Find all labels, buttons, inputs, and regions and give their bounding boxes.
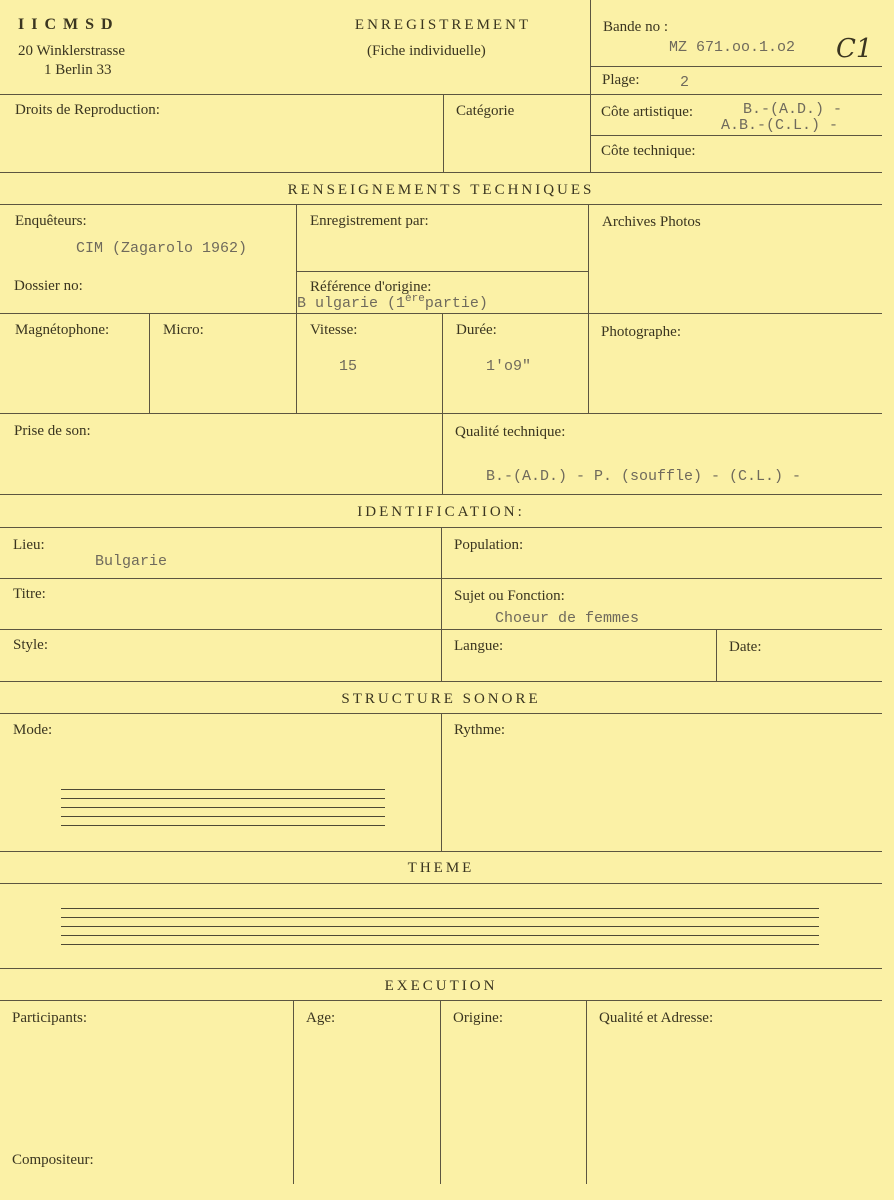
rule [586,1000,587,1184]
form-title: ENREGISTREMENT [354,17,532,33]
categorie-label: Catégorie [456,103,515,119]
staff-line [61,944,819,945]
droits-label: Droits de Reproduction: [15,102,160,118]
compositeur-label: Compositeur: [12,1152,94,1168]
rule [0,968,882,969]
origine-label: Origine: [453,1010,503,1026]
rule [149,313,150,413]
enqueteurs-label: Enquêteurs: [15,213,87,229]
dossier-label: Dossier no: [14,278,83,294]
section-heading-execution: EXECUTION [384,978,498,994]
rule [0,851,882,852]
reference-value: B ulgarie (1èrepartie) [297,293,488,312]
plage-label: Plage: [602,72,640,88]
rule [0,883,882,884]
rule [442,313,443,494]
rule [0,94,882,95]
duree-value: 1'o9" [486,358,532,375]
address-line-1: 20 Winklerstrasse [18,43,126,59]
org-logo: IICMSD [18,16,120,33]
langue-label: Langue: [454,638,504,654]
rule [440,1000,441,1184]
rule [0,313,882,314]
titre-label: Titre: [13,586,46,602]
section-heading-theme: THEME [407,860,475,876]
handwritten-mark: C1 [836,34,873,64]
rule [0,1000,882,1001]
rule [443,94,444,172]
address-line-2: 1 Berlin 33 [44,62,112,78]
rule [296,271,588,272]
cote-artistique-line-2: A.B.-(C.L.) - [721,117,839,134]
rule [590,0,591,172]
staff-line [61,816,385,817]
staff-line [61,807,385,808]
form-subtitle: (Fiche individuelle) [367,43,486,59]
qualite-technique-value: B.-(A.D.) - P. (souffle) - (C.L.) - [486,468,802,485]
date-label: Date: [729,639,762,655]
rule [293,1000,294,1184]
enregistrement-par-label: Enregistrement par: [310,213,429,229]
age-label: Age: [306,1010,336,1026]
rule [441,713,442,851]
rule [590,135,882,136]
vitesse-label: Vitesse: [310,322,358,338]
prise-de-son-label: Prise de son: [14,423,91,439]
population-label: Population: [454,537,524,553]
rule [0,494,882,495]
lieu-value: Bulgarie [95,553,168,570]
duree-label: Durée: [456,322,497,338]
sujet-label: Sujet ou Fonction: [454,588,565,604]
rule [441,527,442,681]
staff-line [61,825,385,826]
magnetophone-label: Magnétophone: [15,322,110,338]
rythme-label: Rythme: [454,722,506,738]
cote-artistique-line-1: B.-(A.D.) - [743,101,843,118]
micro-label: Micro: [163,322,204,338]
vitesse-value: 15 [339,358,358,375]
archives-photos-label: Archives Photos [602,214,701,230]
rule [716,629,717,681]
enqueteurs-value: CIM (Zagarolo 1962) [76,240,248,257]
section-heading-identification: IDENTIFICATION: [357,504,525,520]
lieu-label: Lieu: [13,537,45,553]
qualite-technique-label: Qualité technique: [455,424,566,440]
participants-label: Participants: [12,1010,87,1026]
reference-label: Référence d'origine: [310,279,432,295]
rule [0,204,882,205]
qualite-adresse-label: Qualité et Adresse: [599,1010,714,1026]
staff-line [61,789,385,790]
staff-line [61,935,819,936]
section-heading-technique: RENSEIGNEMENTS TECHNIQUES [287,182,595,198]
staff-line [61,917,819,918]
rule [0,172,882,173]
sujet-value: Choeur de femmes [495,610,640,627]
staff-line [61,926,819,927]
style-label: Style: [13,637,49,653]
bande-label: Bande no : [603,19,668,35]
plage-value: 2 [680,74,690,91]
bande-value: MZ 671.oo.1.o2 [669,39,796,56]
staff-line [61,908,819,909]
rule [588,204,589,413]
rule [590,66,882,67]
cote-technique-label: Côte technique: [601,143,696,159]
cote-artistique-label: Côte artistique: [601,104,694,120]
section-heading-structure: STRUCTURE SONORE [341,691,541,707]
staff-line [61,798,385,799]
mode-label: Mode: [13,722,53,738]
rule [0,413,882,414]
rule [0,681,882,682]
photographe-label: Photographe: [601,324,681,340]
